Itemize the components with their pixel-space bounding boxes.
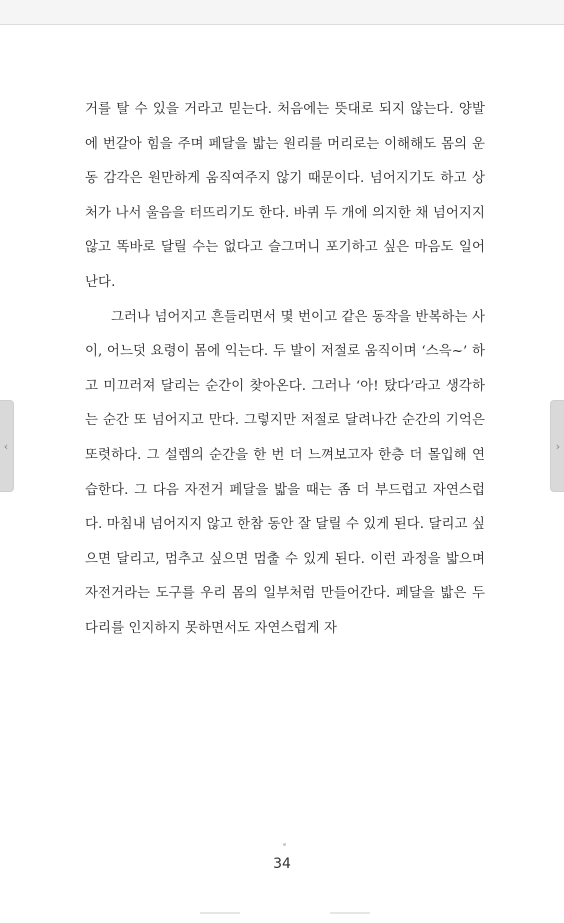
page-dot-marker [283,843,286,846]
viewer-top-bar [0,0,564,25]
next-page-button[interactable] [550,400,564,492]
paragraph-1: 거를 탈 수 있을 거라고 믿는다. 처음에는 뜻대로 되지 않는다. 양발에 번갈아 힘을 주며 페달을 밟는 원리를 머리로는 이해해도 몸의 운동 감각은 원만하게 움직여주지 않기 때문이다. 넘어지기도 하고 상처가 나서 울음을 터뜨리기도 한다. 바퀴 두 개에 의지한 채 넘어지지 않고 똑바로 달릴 수는 없다고 슬그머니 포기하고 싶은 마음도 일어난다. [85,102,485,290]
previous-page-button[interactable] [0,400,14,492]
scroll-mark [330,912,370,914]
scroll-mark [200,912,240,914]
chevron-right-icon: › [555,439,561,453]
bottom-scroll-marks [200,912,370,918]
chevron-left-icon: ‹ [3,439,9,453]
page-body-text [85,93,485,647]
paragraph-2: 그러나 넘어지고 흔들리면서 몇 번이고 같은 동작을 반복하는 사이, 어느덧 요령이 몸에 익는다. 두 발이 저절로 움직이며 ‘스윽~’ 하고 미끄러져 달리는 순간이 찾아온다. 그러나 ‘아! 탔다’라고 생각하는 순간 또 넘어지고 만다. 그렇지만 저절로 달려나간 순간의 기억은 또렷하다. 그 설렘의 순간을 한 번 더 느껴보고자 한층 더 몰입해 연습한다. 그 다음 자전거 페달을 밟을 때는 좀 더 부드럽고 자연스럽다. 마침내 넘어지지 않고 한참 동안 잘 달릴 수 있게 된다. 달리고 싶으면 달리고, 멈추고 싶으면 멈출 수 있게 된다. 이런 과정을 밟으며 자전거라는 도구를 우리 몸의 일부처럼 만들어간다. 페달을 밟은 두 다리를 인지하지 못하면서도 자연스럽게 자 [85,309,485,636]
book-page [0,25,564,923]
page-number: 34 [273,856,291,872]
